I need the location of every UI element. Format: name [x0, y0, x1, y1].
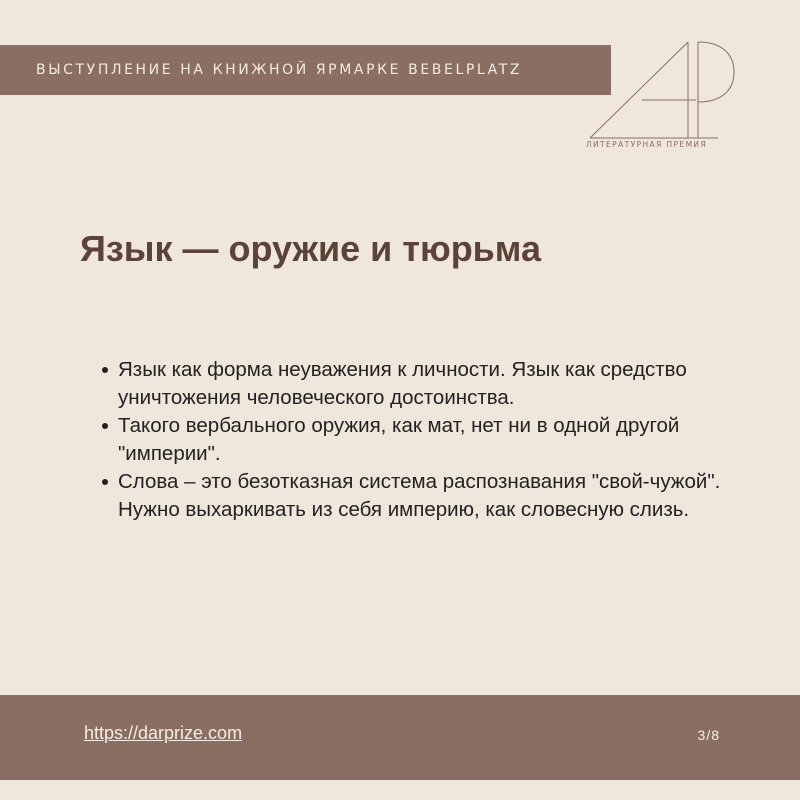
list-item: Слова – это безотказная система распознавания "свой-чужой". Нужно выхаркивать из себя империю, как словесную слизь. — [118, 468, 758, 524]
logo — [582, 38, 742, 158]
website-link[interactable]: https://darprize.com — [84, 723, 243, 743]
header-banner — [0, 45, 611, 95]
logo-caption: ЛИТЕРАТУРНАЯ ПРЕМИЯ — [586, 140, 708, 149]
list-item: Такого вербального оружия, как мат, нет ни в одной другой "империи". — [118, 412, 758, 468]
page-counter: 3/8 — [697, 727, 720, 743]
bullet-list — [98, 356, 758, 524]
page-title: Язык — оружие и тюрьма — [80, 228, 541, 269]
ap-monogram-logo-icon — [582, 38, 742, 148]
banner-text: ВЫСТУПЛЕНИЕ НА КНИЖНОЙ ЯРМАРКЕ BEBELPLATZ — [36, 62, 523, 78]
list-item: Язык как форма неуважения к личности. Язык как средство уничтожения человеческого достоинства. — [118, 356, 758, 412]
footer-bar — [0, 695, 800, 780]
